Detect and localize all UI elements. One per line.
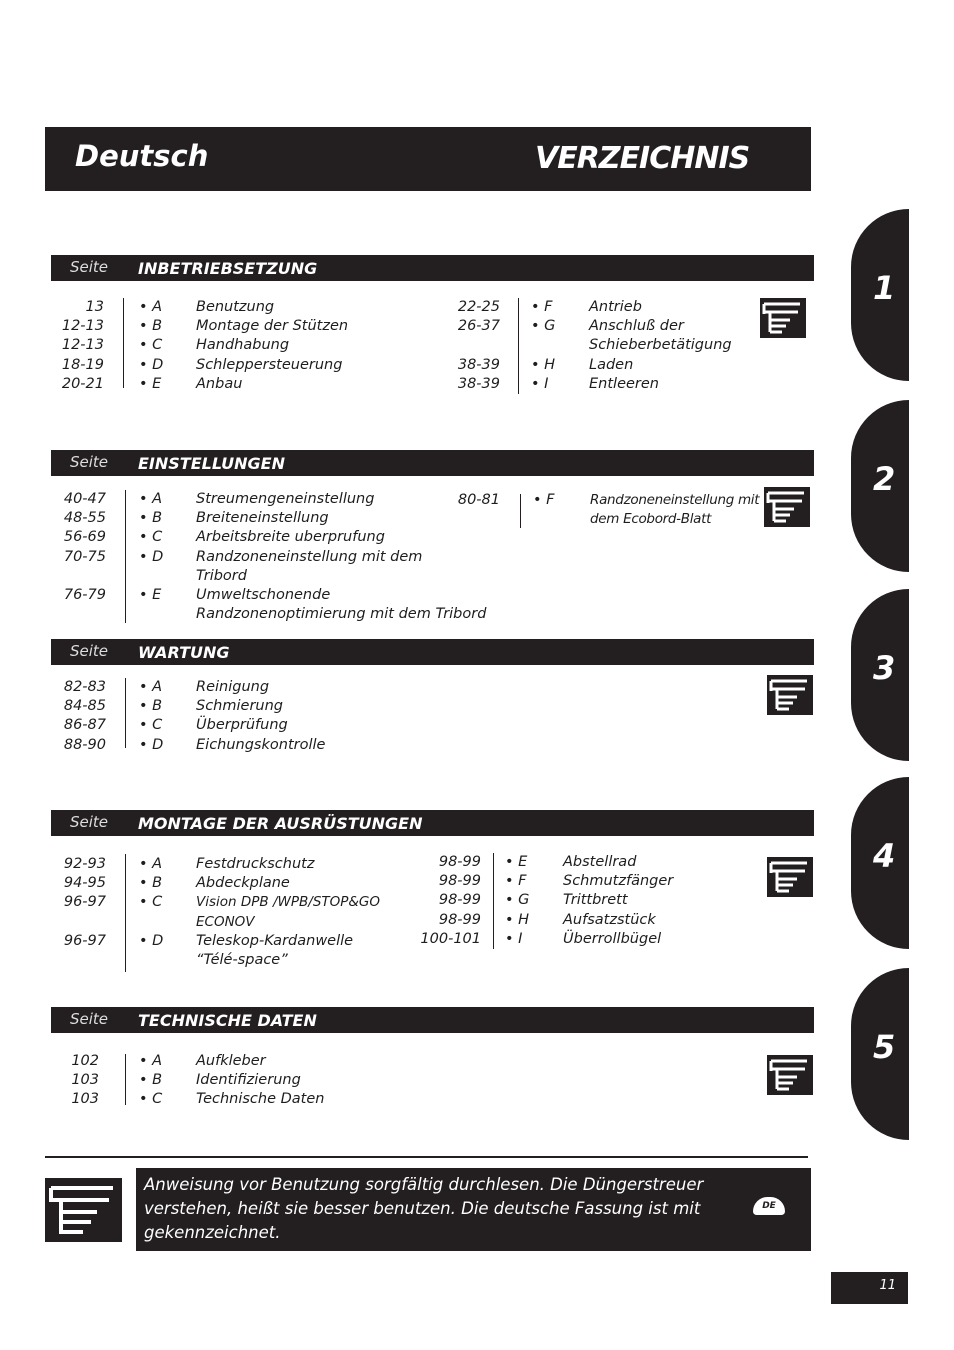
footer-line: Anweisung vor Benutzung sorgfältig durchlesen. Die Düngerstreuer bbox=[144, 1175, 704, 1194]
toc-letter: • C bbox=[139, 717, 163, 734]
toc-page-number: 80-81 bbox=[457, 492, 500, 508]
toc-letter: • C bbox=[139, 1091, 163, 1108]
toc-entry-text: “Télé-space” bbox=[196, 952, 288, 968]
toc-entry-text: ECONOV bbox=[196, 913, 255, 930]
toc-entry-text: Trittbrett bbox=[563, 892, 628, 909]
toc-page-number: 84-85 bbox=[63, 698, 106, 715]
toc-entry-text: Eichungskontrolle bbox=[196, 736, 326, 753]
toc-page-number: 98-99 bbox=[438, 873, 481, 890]
toc-letter: • C bbox=[139, 337, 163, 354]
toc-entry-text: Aufsatzstück bbox=[563, 911, 656, 928]
toc-entry-text: Festdruckschutz bbox=[196, 856, 315, 872]
toc-page-number: 92-93 bbox=[63, 856, 106, 872]
toc-page-number: 86-87 bbox=[63, 717, 106, 734]
toc-entry-text: Streumengeneinstellung bbox=[196, 491, 375, 507]
pointing-hand-icon bbox=[767, 1055, 813, 1095]
toc-entry-text: Anschluß der bbox=[589, 318, 684, 335]
toc-page-number: 38-39 bbox=[457, 375, 500, 392]
toc-entry-text: Tribord bbox=[196, 567, 247, 584]
toc-page-number: 103 bbox=[71, 1072, 99, 1089]
toc-entry-text: Überprüfung bbox=[196, 717, 288, 734]
pointing-hand-icon bbox=[767, 675, 813, 715]
toc-letter: • H bbox=[505, 911, 530, 928]
toc-entry-text: Abdeckplane bbox=[196, 875, 290, 892]
header-bar bbox=[45, 127, 811, 191]
page-number: 11 bbox=[879, 1278, 896, 1293]
toc-letter: • B bbox=[139, 1072, 163, 1089]
chapter-tab-5[interactable] bbox=[851, 968, 909, 1140]
toc-letter: • I bbox=[531, 375, 549, 392]
toc-page-number: 102 bbox=[71, 1053, 99, 1069]
toc-page-number: 56-69 bbox=[63, 529, 106, 546]
toc-letter: • E bbox=[139, 587, 162, 603]
toc-entry-text: Handhabung bbox=[196, 337, 290, 354]
toc-page-number: 38-39 bbox=[457, 356, 500, 373]
toc-entry-text: Reinigung bbox=[196, 679, 270, 695]
seite-label: Seite bbox=[70, 1010, 109, 1028]
toc-letter: • D bbox=[139, 548, 164, 565]
pointing-hand-icon bbox=[767, 857, 813, 897]
toc-page-number: 96-97 bbox=[63, 894, 106, 911]
divider-line bbox=[125, 1054, 126, 1105]
toc-page-number: 100-101 bbox=[420, 930, 481, 947]
toc-page-number: 12-13 bbox=[61, 337, 104, 354]
toc-letter: • A bbox=[139, 679, 163, 695]
page-title: VERZEICHNIS bbox=[535, 141, 750, 176]
toc-letter: • B bbox=[139, 875, 163, 892]
toc-entry-text: Benutzung bbox=[196, 299, 275, 315]
toc-entry-text: Abstellrad bbox=[563, 854, 637, 870]
toc-letter: • C bbox=[139, 894, 163, 911]
toc-letter: • H bbox=[531, 356, 556, 373]
section-title: WARTUNG bbox=[138, 643, 230, 662]
toc-entry-text: dem Ecobord-Blatt bbox=[590, 511, 712, 528]
toc-entry-text: Schmutzfänger bbox=[563, 873, 674, 890]
language-badge: DE bbox=[753, 1197, 785, 1215]
toc-entry-text: Schleppersteuerung bbox=[196, 356, 343, 373]
toc-page-number: 12-13 bbox=[61, 318, 104, 335]
pointing-hand-icon bbox=[45, 1178, 122, 1242]
toc-entry-text: Technische Daten bbox=[196, 1091, 325, 1108]
chapter-tab-1[interactable] bbox=[851, 209, 909, 381]
divider-line bbox=[520, 494, 521, 528]
toc-page-number: 98-99 bbox=[438, 854, 481, 870]
chapter-tab-number: 1 bbox=[873, 269, 896, 307]
page-number-box bbox=[831, 1272, 908, 1304]
toc-page-number: 76-79 bbox=[63, 587, 106, 603]
toc-entry-text: Teleskop-Kardanwelle bbox=[196, 932, 354, 949]
toc-letter: • A bbox=[139, 856, 163, 872]
toc-letter: • A bbox=[139, 299, 163, 315]
divider-line bbox=[125, 854, 126, 972]
toc-entry-text: Randzoneneinstellung mit dem bbox=[196, 548, 423, 565]
toc-entry-text: Anbau bbox=[196, 375, 243, 392]
toc-entry-text: Arbeitsbreite uberprufung bbox=[196, 529, 385, 546]
chapter-tab-4[interactable] bbox=[851, 777, 909, 949]
toc-entry-text: Montage der Stützen bbox=[196, 318, 349, 335]
toc-page-number: 94-95 bbox=[63, 875, 106, 892]
toc-page-number: 22-25 bbox=[457, 299, 500, 315]
section-title: MONTAGE DER AUSRÜSTUNGEN bbox=[138, 814, 423, 833]
section-title: EINSTELLUNGEN bbox=[138, 454, 285, 473]
pointing-hand-icon bbox=[760, 298, 806, 338]
toc-page-number: 70-75 bbox=[63, 548, 106, 565]
section-bar-technische-daten bbox=[51, 1007, 814, 1033]
toc-entry-text: Laden bbox=[589, 356, 634, 373]
footer-line: verstehen, heißt sie besser benutzen. Die deutsche Fassung ist mit bbox=[144, 1199, 701, 1218]
toc-entry-text: Aufkleber bbox=[196, 1053, 266, 1069]
toc-letter: • D bbox=[139, 736, 164, 753]
toc-entry-text: Umweltschonende bbox=[196, 587, 331, 603]
toc-page-number: 13 bbox=[85, 299, 104, 315]
toc-entry-text: Breiteneinstellung bbox=[196, 510, 329, 527]
divider-line bbox=[123, 298, 124, 388]
language-label: Deutsch bbox=[75, 139, 209, 173]
toc-letter: • A bbox=[139, 491, 163, 507]
toc-letter: • G bbox=[531, 318, 556, 335]
section-title: TECHNISCHE DATEN bbox=[138, 1011, 317, 1030]
toc-entry-text: Entleeren bbox=[589, 375, 659, 392]
toc-entry-text: Schmierung bbox=[196, 698, 283, 715]
toc-letter: • G bbox=[505, 892, 530, 909]
toc-letter: • E bbox=[139, 375, 162, 392]
toc-entry-text: Antrieb bbox=[589, 299, 642, 315]
divider-line bbox=[125, 490, 126, 623]
chapter-tab-number: 3 bbox=[873, 649, 896, 687]
toc-entry-text: Randzoneneinstellung mit bbox=[590, 492, 760, 508]
seite-label: Seite bbox=[70, 453, 109, 471]
chapter-tab-number: 4 bbox=[873, 837, 896, 875]
chapter-tab-number: 2 bbox=[873, 460, 896, 498]
toc-entry-text: Schieberbetätigung bbox=[589, 337, 732, 354]
toc-entry-text: Randzonenoptimierung mit dem Tribord bbox=[196, 606, 487, 623]
toc-page-number: 103 bbox=[71, 1091, 99, 1108]
toc-page-number: 26-37 bbox=[457, 318, 500, 335]
toc-page-number: 96-97 bbox=[63, 932, 106, 949]
toc-letter: • D bbox=[139, 932, 164, 949]
section-bar-wartung bbox=[51, 639, 814, 665]
toc-letter: • B bbox=[139, 318, 163, 335]
footer-text bbox=[144, 1173, 704, 1245]
footer-rule bbox=[45, 1156, 808, 1158]
chapter-tab-3[interactable] bbox=[851, 589, 909, 761]
section-title: INBETRIEBSETZUNG bbox=[138, 259, 318, 278]
footer-line: gekennzeichnet. bbox=[144, 1223, 281, 1242]
toc-letter: • A bbox=[139, 1053, 163, 1069]
seite-label: Seite bbox=[70, 642, 109, 660]
toc-entry-text: Überrollbügel bbox=[563, 930, 662, 947]
pointing-hand-icon bbox=[764, 487, 810, 527]
footer-notice bbox=[136, 1168, 811, 1251]
toc-letter: • I bbox=[505, 930, 523, 947]
toc-page-number: 48-55 bbox=[63, 510, 106, 527]
section-bar-montage bbox=[51, 810, 814, 836]
toc-page-number: 88-90 bbox=[63, 736, 106, 753]
toc-letter: • B bbox=[139, 510, 163, 527]
toc-entry-text: Identifizierung bbox=[196, 1072, 301, 1089]
toc-letter: • D bbox=[139, 356, 164, 373]
seite-label: Seite bbox=[70, 258, 109, 276]
seite-label: Seite bbox=[70, 813, 109, 831]
toc-page-number: 20-21 bbox=[61, 375, 104, 392]
divider-line bbox=[518, 298, 519, 394]
section-bar-einstellungen bbox=[51, 450, 814, 476]
section-bar-inbetriebsetzung bbox=[51, 255, 814, 281]
toc-page-number: 40-47 bbox=[63, 491, 106, 507]
chapter-tab-number: 5 bbox=[873, 1028, 896, 1066]
toc-letter: • B bbox=[139, 698, 163, 715]
toc-letter: • F bbox=[505, 873, 527, 890]
toc-letter: • F bbox=[531, 299, 553, 315]
toc-letter: • F bbox=[533, 492, 555, 508]
toc-page-number: 82-83 bbox=[63, 679, 106, 695]
toc-entry-text: Vision DPB /WPB/STOP&GO bbox=[196, 894, 381, 911]
toc-page-number: 98-99 bbox=[438, 892, 481, 909]
divider-line bbox=[125, 678, 126, 748]
chapter-tab-2[interactable] bbox=[851, 400, 909, 572]
toc-letter: • E bbox=[505, 854, 528, 870]
toc-page-number: 98-99 bbox=[438, 911, 481, 928]
divider-line bbox=[493, 853, 494, 949]
toc-letter: • C bbox=[139, 529, 163, 546]
toc-page-number: 18-19 bbox=[61, 356, 104, 373]
